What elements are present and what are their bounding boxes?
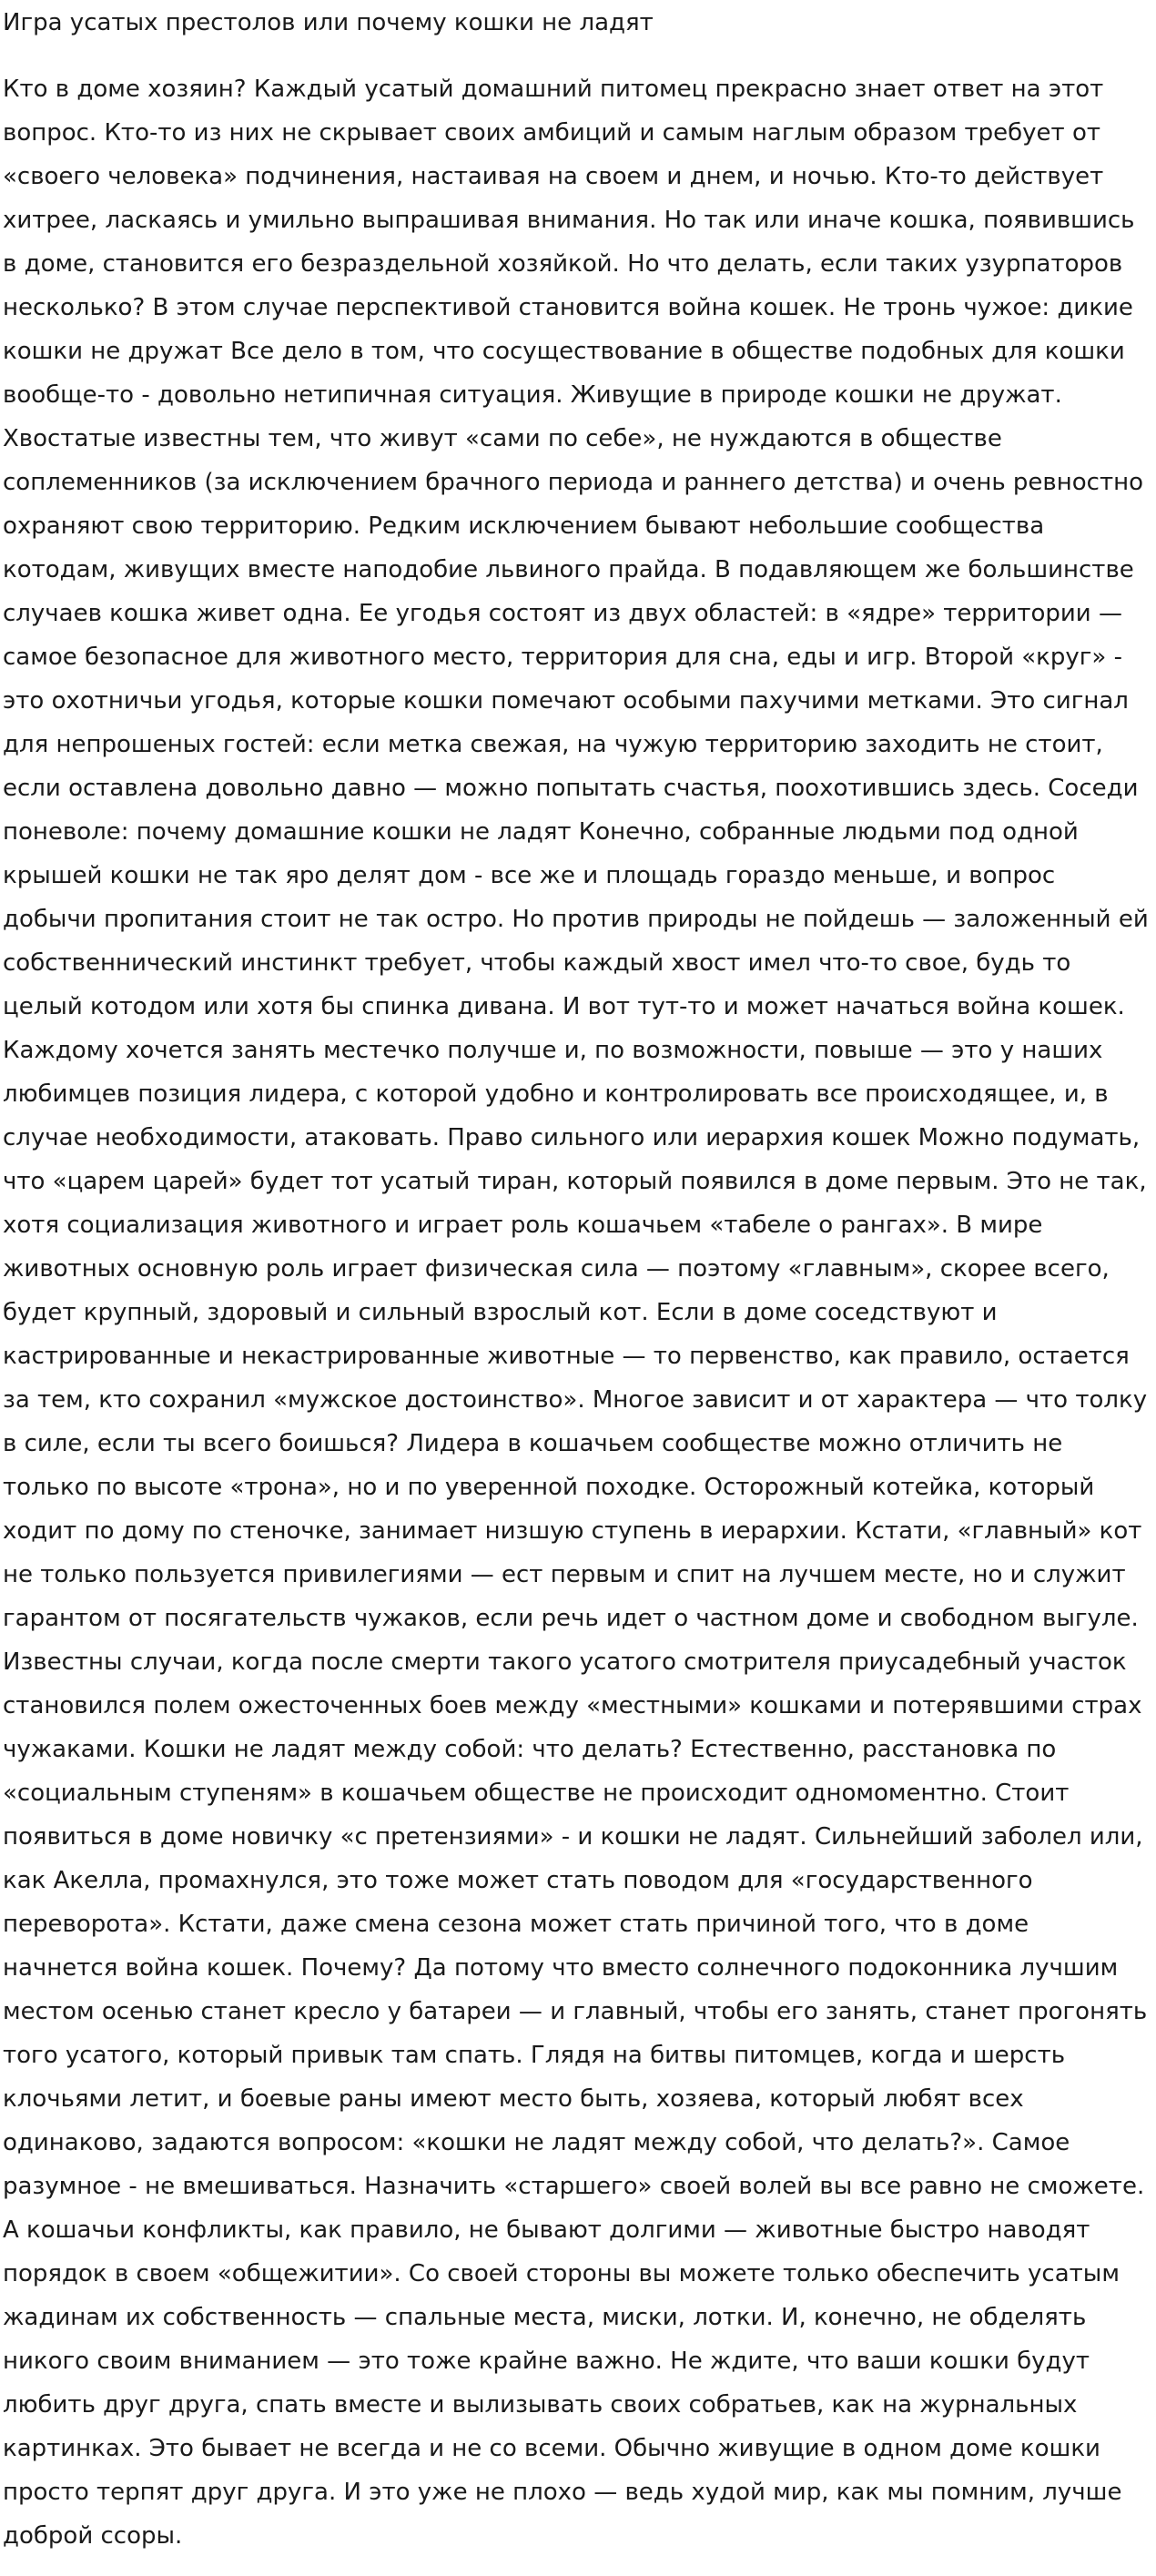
article-body: Кто в доме хозяин? Каждый усатый домашний питомец прекрасно знает ответ на этот вопрос. Кто-то из них не скрывает своих амбиций и самым наглым образом требует от «своего человека» подчинения, настаивая на своем и днем, и ночью. Кто-то действует хитрее, ласкаясь и умильно выпрашивая внимания. Но так или иначе кошка, появившись в доме, становится его безраздельной хозяйкой. Но что делать, если таких узурпаторов несколько? В этом случае перспективой становится война кошек. Не тронь чужое: дикие кошки не дружат Все дело в том, что сосуществование в обществе подобных для кошки вообще-то - довольно нетипичная ситуация. Живущие в природе кошки не дружат. Хвостатые известны тем, что живут «сами по себе», не нуждаются в обществе соплеменников (за исключением брачного периода и раннего детства) и очень ревностно охраняют свою территорию. Редким исключением бывают небольшие сообщества котодам, живущих вместе наподобие львиного прайда. В подавляющем же большинстве случаев кошка живет одна. Ее угодья состоят из двух областей: в «ядре» территории — самое безопасное для животного место, территория для сна, еды и игр. Второй «круг» - это охотничьи угодья, которые кошки помечают особыми пахучими метками. Это сигнал для непрошеных гостей: если метка свежая, на чужую территорию заходить не стоит, если оставлена довольно давно — можно попытать счастья, поохотившись здесь. Соседи поневоле: почему домашние кошки не ладят Конечно, собранные людьми под одной крышей кошки не так яро делят дом - все же и площадь гораздо меньше, и вопрос добычи пропитания стоит не так остро. Но против природы не пойдешь — заложенный ей собственнический инстинкт требует, чтобы каждый хвост имел что-то свое, будь то целый котодом или хотя бы спинка дивана. И вот тут-то и может начаться война кошек. Каждому хочется занять местечко получше и, по возможности, повыше — это у наших любимцев позиция лидера, с которой удобно и контролировать все происходящее, и, в случае необходимости, атаковать. Право сильного или иерархия кошек Можно подумать, что «царем царей» будет тот усатый тиран, который появился в доме первым. Это не так, хотя социализация животного и играет роль кошачьем «табеле о рангах». В мире животных основную роль играет физическая сила — поэтому «главным», скорее всего, будет крупный, здоровый и сильный взрослый кот. Если в доме соседствуют и кастрированные и некастрированные животные — то первенство, как правило, остается за тем, кто сохранил «мужское достоинство». Многое зависит и от характера — что толку в силе, если ты всего боишься? Лидера в кошачьем сообществе можно отличить не только по высоте «трона», но и по уверенной походке. Осторожный котейка, который ходит по дому по стеночке, занимает низшую ступень в иерархии. Кстати, «главный» кот не только пользуется привилегиями — ест первым и спит на лучшем месте, но и служит гарантом от посягательств чужаков, если речь идет о частном доме и свободном выгуле. Известны случаи, когда после смерти такого усатого смотрителя приусадебный участок становился полем ожесточенных боев между «местными» кошками и потерявшими страх чужаками. Кошки не ладят между собой: что делать? Естественно, расстановка по «социальным ступеням» в кошачьем обществе не происходит одномоментно. Стоит появиться в доме новичку «с претензиями» - и кошки не ладят. Сильнейший заболел или, как Акелла, промахнулся, это тоже может стать поводом для «государственного переворота». Кстати, даже смена сезона может стать причиной того, что в доме начнется война кошек. Почему? Да потому что вместо солнечного подоконника лучшим местом осенью станет кресло у батареи — и главный, чтобы его занять, станет прогонять того усатого, который привык там спать. Глядя на битвы питомцев, когда и шерсть клочьями летит, и боевые раны имеют место быть, хозяева, который любят всех одинаково, задаются вопросом: «кошки не ладят между собой, что делать?». Самое разумное - не вмешиваться. Назначить «старшего» своей волей вы все равно не сможете. А кошачьи конфликты, как правило, не бывают долгими — животные быстро наводят порядок в своем «общежитии». Со своей стороны вы можете только обеспечить усатым жадинам их собственность — спальные места, миски, лотки. И, конечно, не обделять никого своим вниманием — это тоже крайне важно. Не ждите, что ваши кошки будут любить друг друга, спать вместе и вылизывать своих собратьев, как на журнальных картинках. Это бывает не всегда и не со всеми. Обычно живущие в одном доме кошки просто терпят друг друга. И это уже не плохо — ведь худой мир, как мы помним, лучше доброй ссоры. [3, 76, 1149, 2550]
article-title: Игра усатых престолов или почему кошки не ладят [3, 9, 654, 36]
